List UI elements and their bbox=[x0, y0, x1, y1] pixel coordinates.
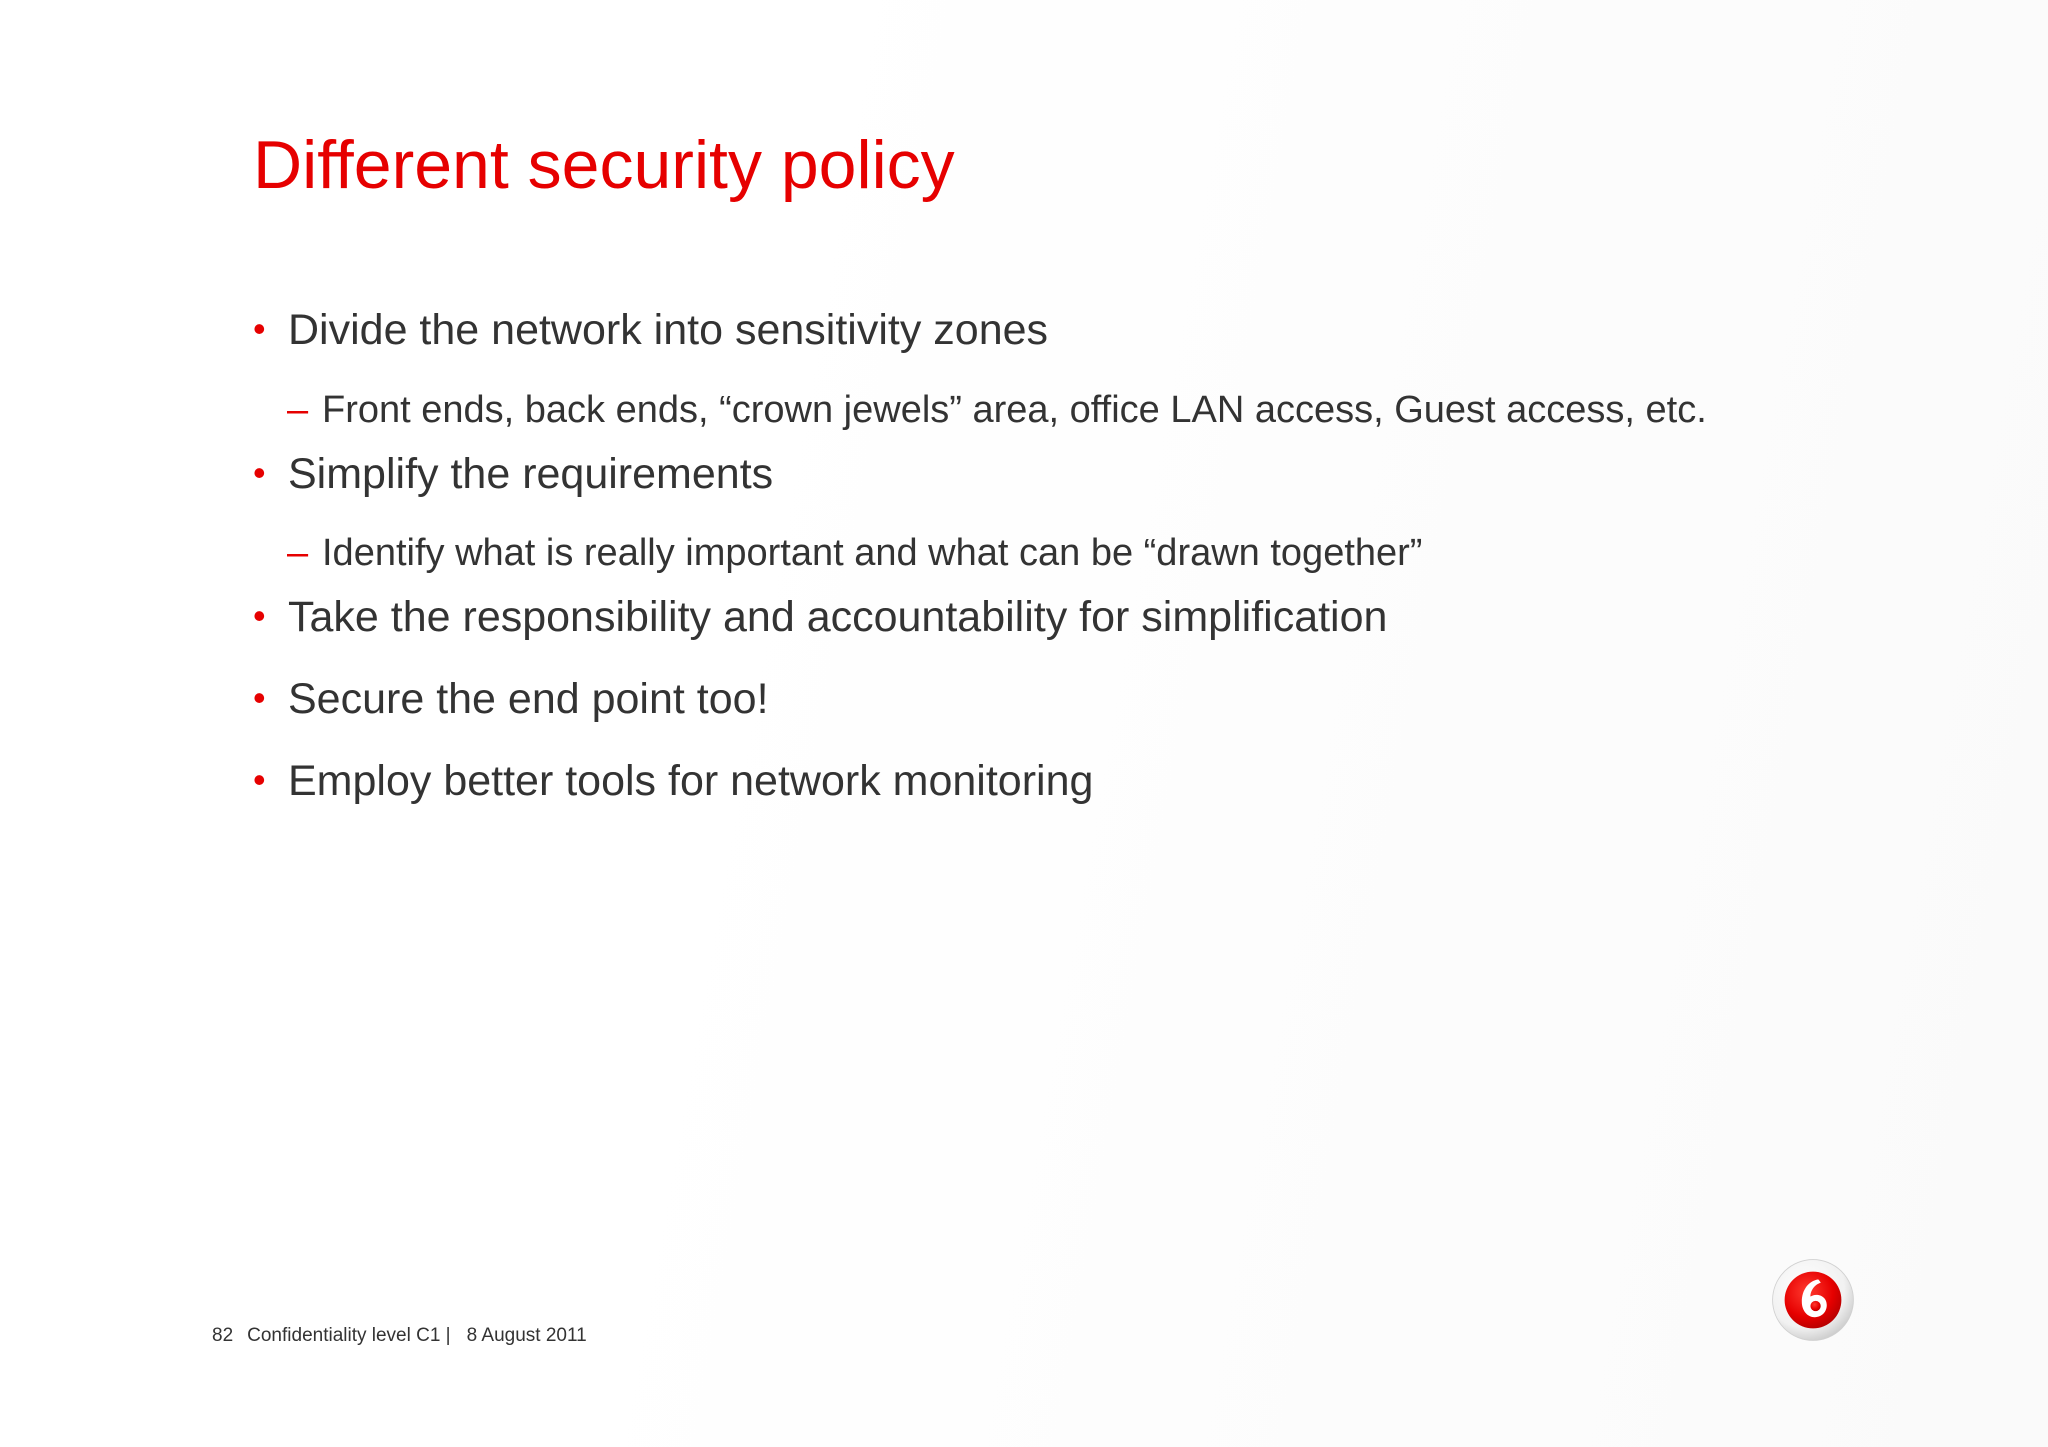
confidentiality-label: Confidentiality level C1 | bbox=[247, 1325, 451, 1346]
sub-bullet-marker: – bbox=[287, 389, 309, 431]
bullet-marker: • bbox=[253, 308, 266, 349]
page-number: 82 bbox=[212, 1325, 234, 1346]
bullet-marker: • bbox=[253, 677, 266, 718]
bullet-text: Take the responsibility and accountability for simplification bbox=[288, 593, 1388, 641]
footer-date: 8 August 2011 bbox=[466, 1325, 587, 1346]
slide-title: Different security policy bbox=[253, 127, 955, 203]
bullet-item bbox=[253, 593, 1387, 642]
bullet-marker: • bbox=[253, 759, 266, 800]
bullet-item bbox=[253, 306, 1048, 355]
bullet-marker: • bbox=[253, 595, 266, 636]
bullet-item bbox=[253, 675, 769, 724]
bullet-text: Divide the network into sensitivity zones bbox=[288, 306, 1049, 354]
sub-bullet-item bbox=[287, 389, 1707, 433]
sub-bullet-text: Identify what is really important and what can be “drawn together” bbox=[322, 532, 1423, 574]
slide-footer bbox=[212, 1325, 587, 1347]
bullet-text: Employ better tools for network monitoring bbox=[288, 757, 1094, 805]
bullet-text: Secure the end point too! bbox=[288, 675, 769, 723]
bullet-item bbox=[253, 450, 773, 499]
vodafone-logo-icon bbox=[1770, 1257, 1856, 1343]
bullet-item bbox=[253, 757, 1093, 806]
bullet-marker: • bbox=[253, 452, 266, 493]
bullet-text: Simplify the requirements bbox=[288, 450, 774, 498]
sub-bullet-text: Front ends, back ends, “crown jewels” area, office LAN access, Guest access, etc. bbox=[322, 389, 1707, 431]
sub-bullet-item bbox=[287, 532, 1422, 576]
sub-bullet-marker: – bbox=[287, 532, 309, 574]
